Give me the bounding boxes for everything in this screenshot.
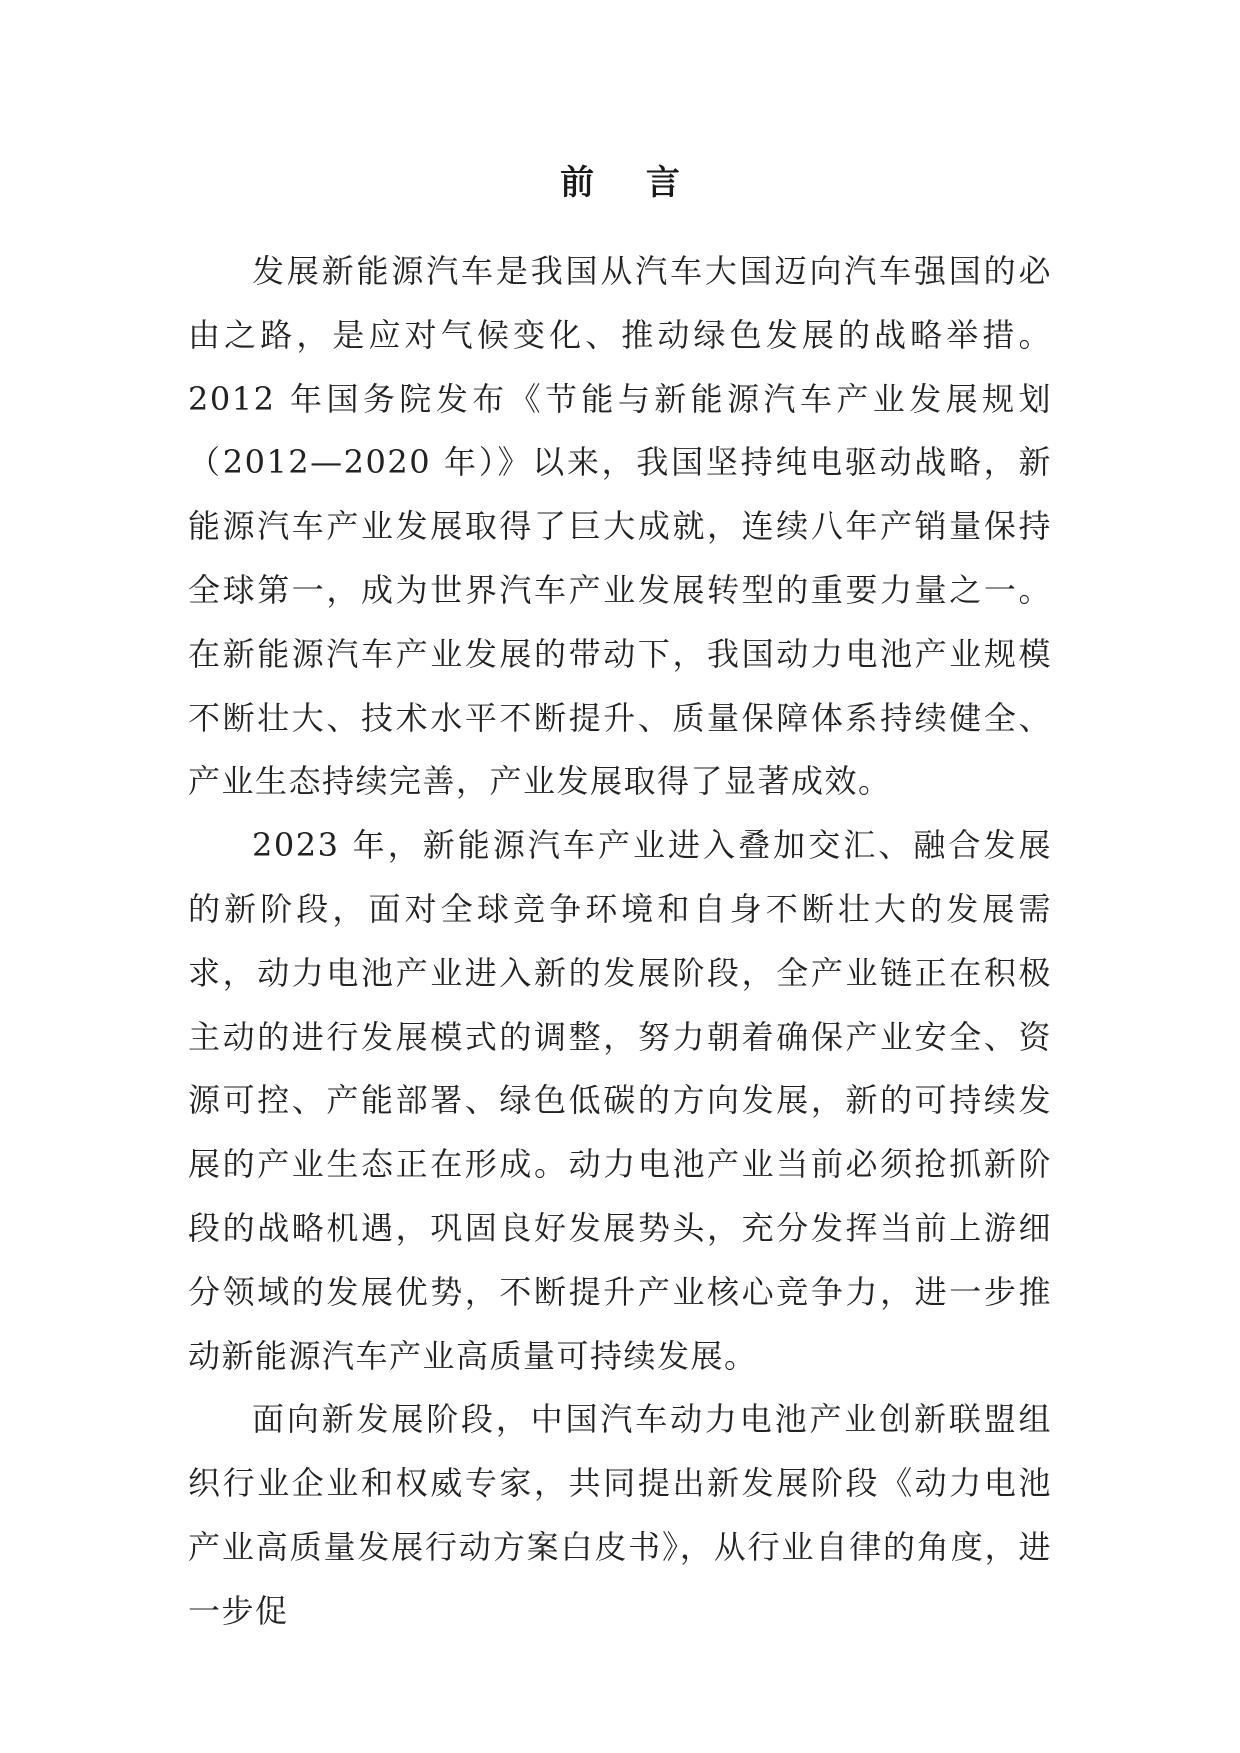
body-text [188, 240, 1052, 1644]
paragraph-2: 2023 年，新能源汽车产业进入叠加交汇、融合发展的新阶段，面对全球竞争环境和自身不断壮大的发展需求，动力电池产业进入新的发展阶段，全产业链正在积极主动的进行发展模式的调整，努力朝着确保产业安全、资源可控、产能部署、绿色低碳的方向发展，新的可持续发展的产业生态正在形成。动力电池产业当前必须抢抓新阶段的战略机遇，巩固良好发展势头，充分发挥当前上游细分领域的发展优势，不断提升产业核心竞争力，进一步推动新能源汽车产业高质量可持续发展。 [188, 826, 1052, 1375]
page-title: 前 言 [560, 163, 700, 203]
paragraph-3: 面向新发展阶段，中国汽车动力电池产业创新联盟组织行业企业和权威专家，共同提出新发展阶段《动力电池产业高质量发展行动方案白皮书》，从行业自律的角度，进一步促 [188, 1400, 1052, 1630]
paragraph-1: 发展新能源汽车是我国从汽车大国迈向汽车强国的必由之路，是应对气候变化、推动绿色发展的战略举措。2012 年国务院发布《节能与新能源汽车产业发展规划（2012—2020 年）》以来，我国坚持纯电驱动战略，新能源汽车产业发展取得了巨大成就，连续八年产销量保持全球第一，成为世界汽车产业发展转型的重要力量之一。在新能源汽车产业发展的带动下，我国动力电池产业规模不断壮大、技术水平不断提升、质量保障体系持续健全、产业生态持续完善，产业发展取得了显著成效。 [188, 252, 1052, 801]
